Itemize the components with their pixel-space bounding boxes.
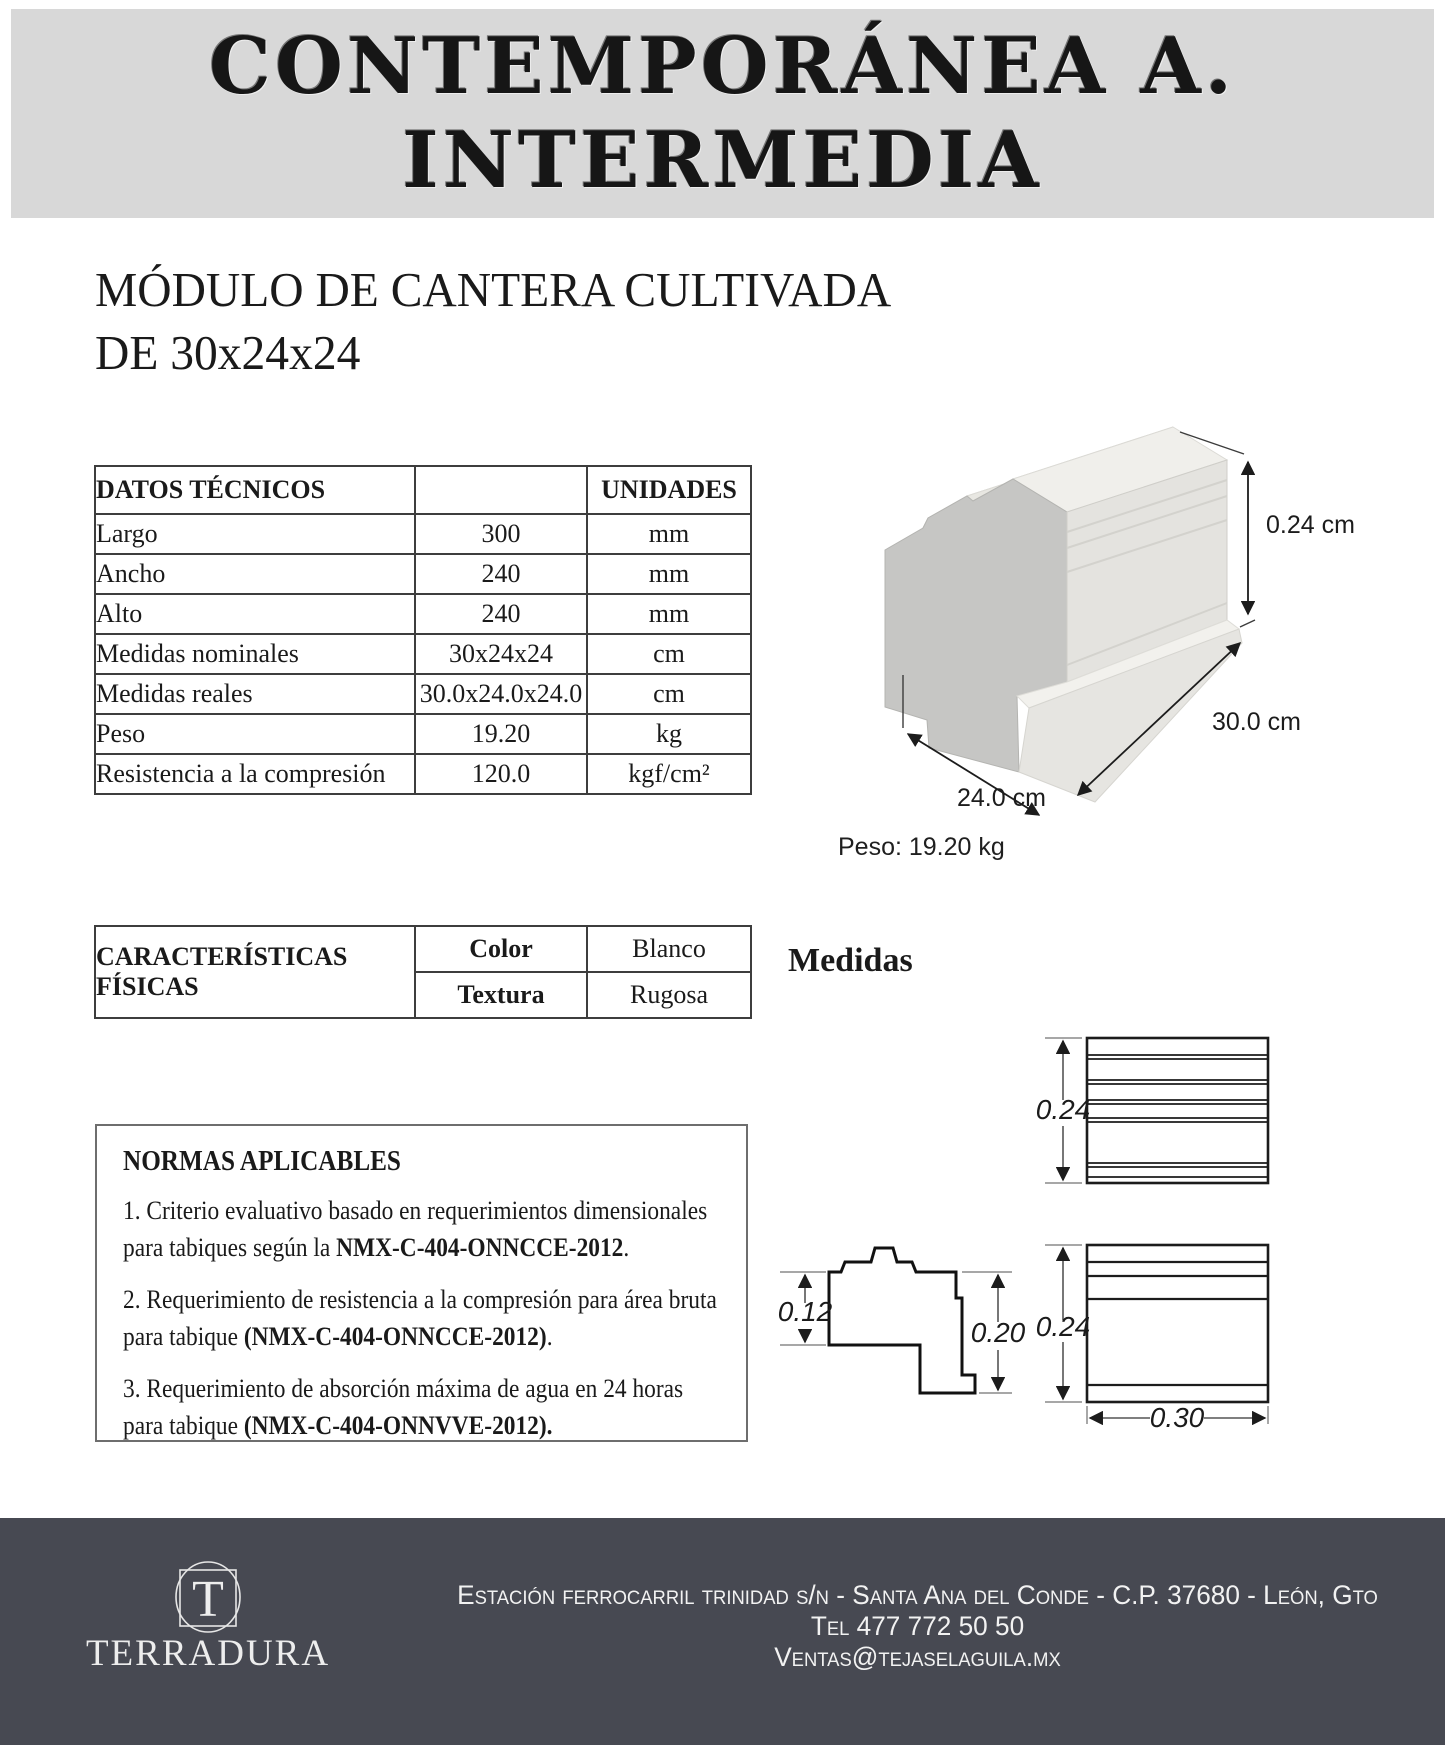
spec-label: Medidas reales: [95, 674, 415, 714]
table-row: [95, 634, 751, 674]
spec-value: 300: [415, 514, 587, 554]
spec-label: Ancho: [95, 554, 415, 594]
char-label: Color: [415, 926, 587, 972]
side-view-width-label: 0.30: [1149, 1402, 1205, 1433]
spec-unit: mm: [587, 594, 751, 634]
side-view-height-label: 0.24: [1035, 1311, 1091, 1342]
product-family-line1: CONTEMPORÁNEA A.: [208, 20, 1237, 112]
table-row: [95, 714, 751, 754]
technical-data-table: [94, 465, 752, 795]
table-title: DATOS TÉCNICOS: [95, 466, 415, 514]
dimension-drawings: [750, 1020, 1445, 1450]
spec-unit: mm: [587, 554, 751, 594]
table-row: [95, 926, 751, 972]
table-header-empty: [415, 466, 587, 514]
table-header-row: [95, 466, 751, 514]
spec-unit: cm: [587, 634, 751, 674]
spec-label: Largo: [95, 514, 415, 554]
length-dimension-label: 30.0 cm: [1212, 708, 1301, 736]
address-line: Estación ferrocarril trinidad s/n - Santa Ana del Conde - C.P. 37680 - León, Gto: [457, 1580, 1378, 1610]
depth-dimension-label: 24.0 cm: [957, 784, 1046, 812]
spec-label: Resistencia a la compresión: [95, 754, 415, 794]
profile-view-drawing: [778, 1248, 1026, 1393]
table-row: [95, 674, 751, 714]
table-row: [95, 594, 751, 634]
spec-label: Alto: [95, 594, 415, 634]
table-row: [95, 554, 751, 594]
height-dimension-label: 0.24 cm: [1266, 511, 1355, 539]
spec-value: 19.20: [415, 714, 587, 754]
product-family-line2: INTERMEDIA: [402, 114, 1043, 206]
char-label: Textura: [415, 972, 587, 1018]
table-row: [95, 754, 751, 794]
spec-value: 30.0x24.0x24.0: [415, 674, 587, 714]
spec-label: Peso: [95, 714, 415, 754]
profile-right-height-label: 0.20: [970, 1317, 1026, 1348]
phone-line: Tel 477 772 50 50: [810, 1611, 1025, 1641]
spec-value: 30x24x24: [415, 634, 587, 674]
applicable-standards-box: [95, 1124, 748, 1442]
standard-item: 2. Requerimiento de resistencia a la compresión para área bruta para tabique (NMX-C-404-ONNCCE-2012).: [123, 1285, 717, 1351]
standard-item: 3. Requerimiento de absorción máxima de agua en 24 horas para tabique (NMX-C-404-ONNVVE-2012).: [123, 1374, 684, 1440]
header-band: [11, 9, 1434, 218]
product-photo: [770, 370, 1360, 890]
physical-characteristics-table: [94, 925, 752, 1019]
page-title-line1: MÓDULO DE CANTERA CULTIVADA: [95, 262, 892, 317]
spec-value: 120.0: [415, 754, 587, 794]
company-name: TERRADURA: [85, 1633, 331, 1674]
page-title: [95, 258, 891, 384]
page-title-line2: DE 30x24x24: [95, 325, 361, 380]
footer: [0, 1518, 1445, 1745]
spec-label: Medidas nominales: [95, 634, 415, 674]
side-view-drawing: [1036, 1245, 1268, 1433]
contact-block: [416, 1580, 1420, 1673]
profile-left-height-label: 0.12: [777, 1296, 833, 1327]
standard-item: 1. Criterio evaluativo basado en requerimientos dimensionales para tabiques según la NMX-C-404-ONNCCE-2012.: [123, 1196, 708, 1262]
spec-value: 240: [415, 554, 587, 594]
spec-unit: mm: [587, 514, 751, 554]
spec-value: 240: [415, 594, 587, 634]
table-header-units: UNIDADES: [587, 466, 751, 514]
spec-unit: cm: [587, 674, 751, 714]
table-title: CARACTERÍSTICAS FÍSICAS: [95, 926, 415, 1018]
spec-unit: kgf/cm²: [587, 754, 751, 794]
spec-unit: kg: [587, 714, 751, 754]
medidas-heading: Medidas: [788, 942, 913, 979]
table-row: [95, 514, 751, 554]
logo-letter: T: [192, 1571, 224, 1628]
char-value: Rugosa: [587, 972, 751, 1018]
email-line: Ventas@tejaselaguila.mx: [774, 1642, 1061, 1672]
standards-heading: NORMAS APLICABLES: [123, 1146, 401, 1177]
front-view-height-label: 0.24: [1035, 1094, 1091, 1125]
weight-note: Peso: 19.20 kg: [838, 833, 1005, 861]
char-value: Blanco: [587, 926, 751, 972]
front-view-drawing: [1036, 1038, 1268, 1183]
